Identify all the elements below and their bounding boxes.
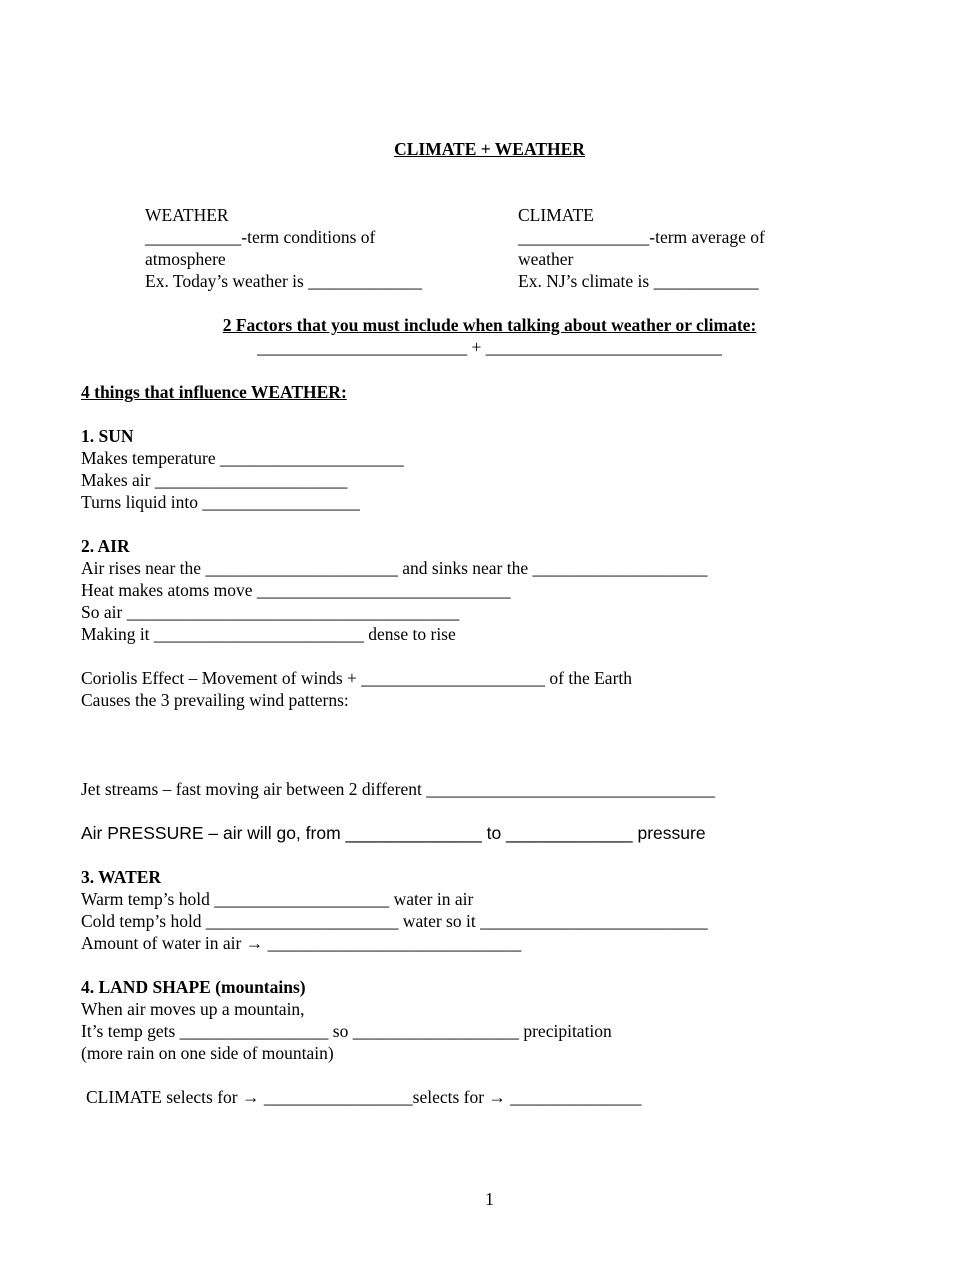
- climate-line-2: weather: [518, 249, 574, 269]
- air-heading: 2. AIR: [81, 536, 130, 556]
- factors-blank-line: ________________________ + ___________________________: [257, 337, 722, 357]
- air-line-1: Air rises near the ______________________ and sinks near the ____________________: [81, 558, 708, 578]
- influence-heading: 4 things that influence WEATHER:: [81, 382, 347, 402]
- weather-line-1: ___________-term conditions of: [145, 227, 376, 247]
- jet-streams-line: Jet streams – fast moving air between 2 different _________________________________: [81, 779, 715, 799]
- sun-line-2: Makes air ______________________: [81, 470, 348, 490]
- page-title: CLIMATE + WEATHER: [394, 139, 585, 159]
- land-heading: 4. LAND SHAPE (mountains): [81, 977, 306, 997]
- water-line-3: Amount of water in air → _____________________________: [81, 933, 522, 953]
- weather-line-2: atmosphere: [145, 249, 226, 269]
- water-line-2: Cold temp’s hold ______________________ water so it __________________________: [81, 911, 708, 931]
- coriolis-line-2: Causes the 3 prevailing wind patterns:: [81, 690, 349, 710]
- factors-heading: 2 Factors that you must include when talking about weather or climate:: [222, 315, 757, 335]
- water-heading: 3. WATER: [81, 867, 162, 887]
- land-line-1: When air moves up a mountain,: [81, 999, 305, 1019]
- climate-heading: CLIMATE: [518, 205, 594, 225]
- land-line-2: It’s temp gets _________________ so ___________________ precipitation: [81, 1021, 612, 1041]
- climate-selects-line: CLIMATE selects for → _________________selects for → _______________: [86, 1087, 642, 1107]
- air-line-3: So air ______________________________________: [81, 602, 460, 622]
- coriolis-line: Coriolis Effect – Movement of winds + _____________________ of the Earth: [81, 668, 633, 688]
- page-number: 1: [485, 1189, 494, 1209]
- sun-heading: 1. SUN: [81, 426, 134, 446]
- sun-line-3: Turns liquid into __________________: [81, 492, 360, 512]
- air-line-2: Heat makes atoms move _____________________________: [81, 580, 511, 600]
- air-line-4: Making it ________________________ dense to rise: [81, 624, 456, 644]
- water-line-1: Warm temp’s hold ____________________ water in air: [81, 889, 474, 909]
- weather-heading: WEATHER: [145, 205, 229, 225]
- pressure-line: Air PRESSURE – air will go, from ______________ to _____________ pressure: [81, 823, 706, 843]
- sun-line-1: Makes temperature _____________________: [81, 448, 404, 468]
- climate-line-1: _______________-term average of: [518, 227, 765, 247]
- land-line-3: (more rain on one side of mountain): [81, 1043, 334, 1063]
- weather-line-3: Ex. Today’s weather is _____________: [145, 271, 422, 291]
- climate-line-3: Ex. NJ’s climate is ____________: [518, 271, 759, 291]
